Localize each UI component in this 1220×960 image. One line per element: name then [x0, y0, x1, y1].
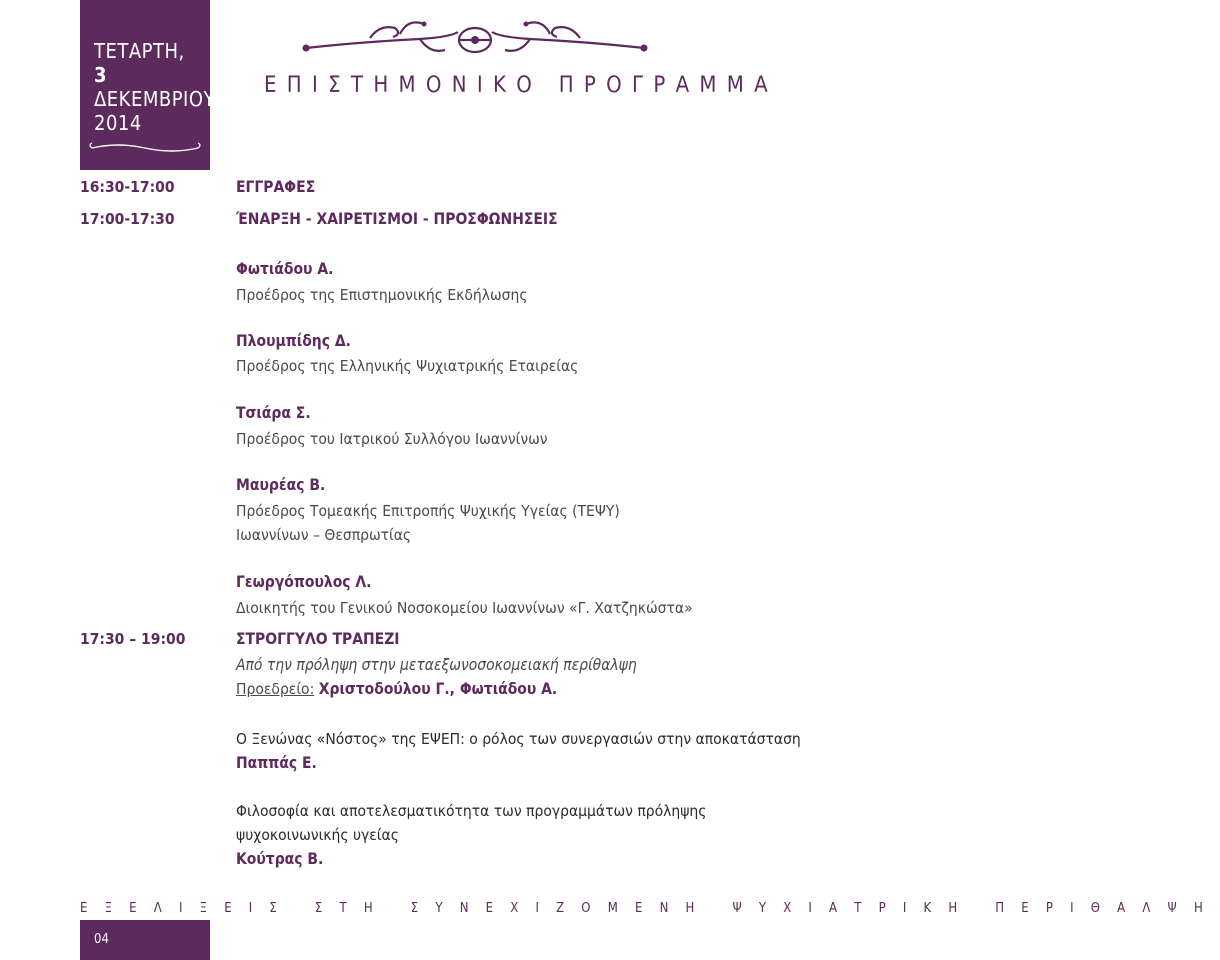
round-table-subtitle: Από την πρόληψη στην μεταεξωνοσοκομειακή περίθαλψη [236, 656, 637, 674]
greeting-name: Γεωργόπουλος Λ. [236, 573, 372, 591]
talk-speaker: Κούτρας Β. [236, 850, 324, 868]
page-number-box [80, 920, 210, 960]
date-day: 3 [94, 63, 108, 87]
talk-title: Φιλοσοφία και αποτελεσματικότητα των προγραμμάτων πρόληψης [236, 802, 707, 820]
date-weekday: ΤΕΤΑΡΤΗ, [94, 39, 185, 63]
greeting-name: Μαυρέας Β. [236, 476, 326, 494]
talk-speaker: Παππάς Ε. [236, 754, 317, 772]
greeting-role: Προέδρος της Ελληνικής Ψυχιατρικής Εταιρείας [236, 357, 579, 375]
chair-line [236, 678, 557, 700]
chair-label: Προεδρείο: [236, 680, 315, 698]
flourish-icon [88, 138, 202, 156]
greeting-role: Διοικητής του Γενικού Νοσοκομείου Ιωαννίνων «Γ. Χατζηκώστα» [236, 599, 693, 617]
time-round-table: 17:30 – 19:00 [80, 630, 186, 648]
greeting-role-cont: Ιωαννίνων – Θεσπρωτίας [236, 526, 412, 544]
ornament-icon [300, 6, 650, 66]
time-registration: 16:30-17:00 [80, 178, 175, 196]
greeting-role: Πρόεδρος Τομεακής Επιτροπής Ψυχικής Υγείας (ΤΕΨΥ) [236, 502, 620, 520]
session-title-opening: ΈΝΑΡΞΗ - ΧΑΙΡΕΤΙΣΜΟΙ - ΠΡΟΣΦΩΝΗΣΕΙΣ [236, 210, 558, 228]
greeting-role: Προέδρος του Ιατρικού Συλλόγου Ιωαννίνων [236, 430, 548, 448]
chair-names: Χριστοδούλου Γ., Φωτιάδου Α. [318, 680, 558, 698]
talk-title: Ο Ξενώνας «Νόστος» της ΕΨΕΠ: ο ρόλος των συνεργασιών στην αποκατάσταση [236, 730, 801, 748]
round-table-title: ΣΤΡΟΓΓΥΛΟ ΤΡΑΠΕΖΙ [236, 630, 400, 648]
greeting-role: Προέδρος της Επιστημονικής Εκδήλωσης [236, 286, 528, 304]
date-box [80, 0, 216, 170]
session-title-registration: ΕΓΓΡΑΦΕΣ [236, 178, 316, 196]
section-title: ΕΠΙΣΤΗΜΟΝΙΚΟ ΠΡΟΓΡΑΜΜΑ [264, 73, 779, 98]
greeting-name: Φωτιάδου Α. [236, 260, 334, 278]
talk-title-cont: ψυχοκοινωνικής υγείας [236, 826, 399, 844]
greeting-name: Πλουμπίδης Δ. [236, 332, 351, 350]
time-opening: 17:00-17:30 [80, 210, 175, 228]
date-year: 2014 [94, 111, 142, 135]
greeting-name: Τσιάρα Σ. [236, 404, 311, 422]
footer-title: ΕΞΕΛΙΞΕΙΣ ΣΤΗ ΣΥΝΕΧΙΖΟΜΕΝΗ ΨΥΧΙΑΤΡΙΚΗ ΠΕΡΙΘΑΛΨΗ [80, 901, 1220, 916]
page-number: 04 [94, 932, 109, 947]
date-month: ΔΕΚΕΜΒΡΙΟΥ [94, 87, 216, 111]
